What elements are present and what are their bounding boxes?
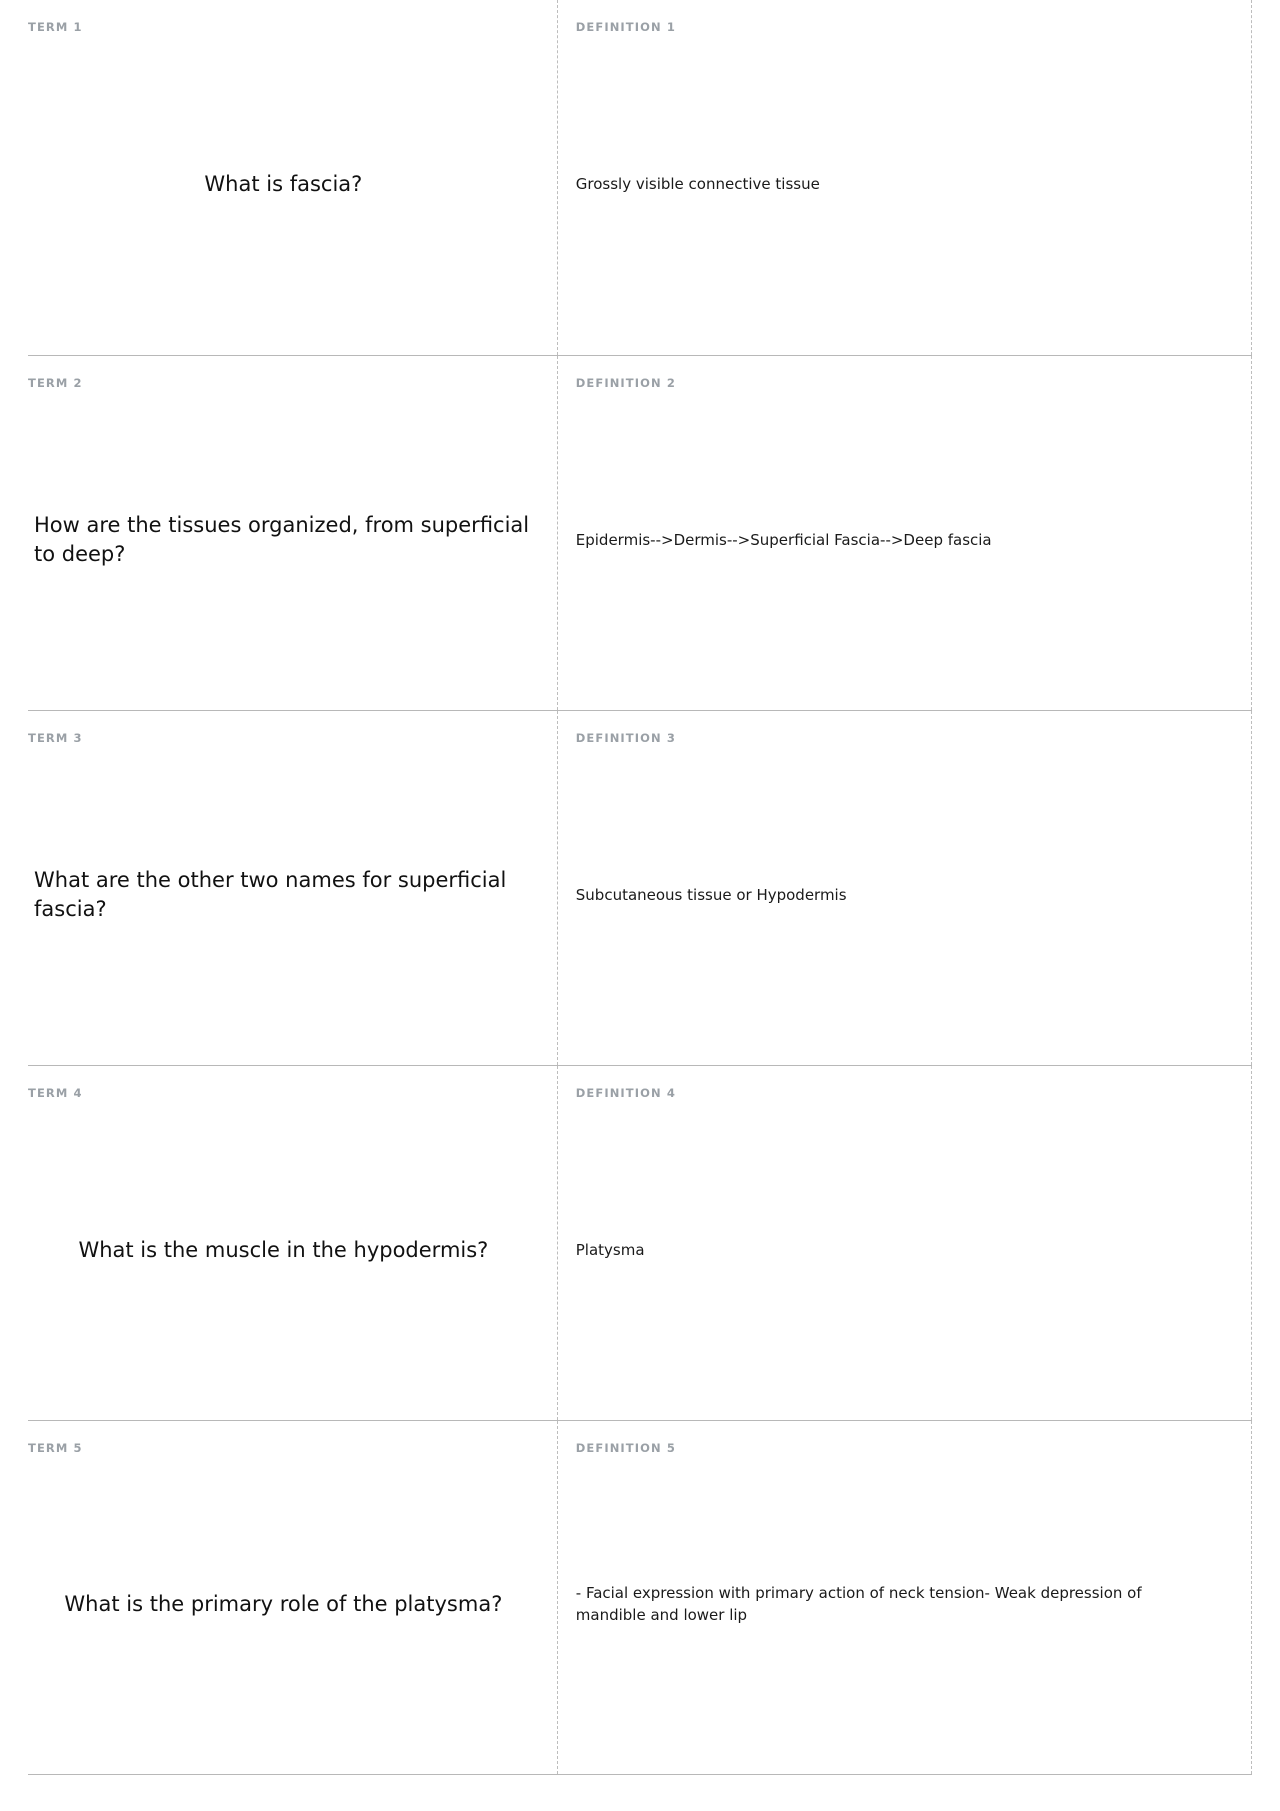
term-text: What are the other two names for superficial fascia? xyxy=(34,868,507,921)
term-slot-label: TERM 5 xyxy=(28,1441,83,1455)
term-cell xyxy=(28,356,557,710)
definition-slot-label: DEFINITION 4 xyxy=(575,1086,676,1100)
term-cell xyxy=(28,1066,557,1420)
term-body xyxy=(28,34,539,336)
term-body xyxy=(28,390,539,691)
definition-body xyxy=(576,745,1234,1046)
definition-cell xyxy=(557,0,1252,355)
term-text: What is the primary role of the platysma? xyxy=(64,1592,503,1617)
definition-slot-label: DEFINITION 2 xyxy=(575,376,676,390)
definition-text: Epidermis-->Dermis-->Superficial Fascia-->Deep fascia xyxy=(575,530,992,549)
term-cell xyxy=(28,0,557,355)
definition-cell xyxy=(557,1066,1252,1420)
definition-slot-label: DEFINITION 3 xyxy=(575,731,676,745)
definition-slot-label: DEFINITION 5 xyxy=(575,1441,676,1455)
definition-body xyxy=(576,1100,1234,1401)
definition-cell xyxy=(557,1421,1252,1774)
definition-body xyxy=(576,1455,1234,1755)
term-cell xyxy=(28,711,557,1065)
flashcard-row xyxy=(28,0,1252,355)
term-text: What is the muscle in the hypodermis? xyxy=(78,1237,489,1262)
flashcard-row xyxy=(28,1420,1252,1775)
term-body xyxy=(28,745,539,1046)
term-slot-label: TERM 2 xyxy=(28,376,83,390)
definition-text: Grossly visible connective tissue xyxy=(575,175,820,193)
term-slot-label: TERM 3 xyxy=(28,731,83,745)
definition-text: Subcutaneous tissue or Hypodermis xyxy=(575,885,847,904)
definition-text: - Facial expression with primary action of neck tension- Weak depression of mandible and lower lip xyxy=(575,1583,1142,1625)
term-cell xyxy=(28,1421,557,1774)
definition-body xyxy=(576,390,1234,691)
definition-body xyxy=(576,34,1234,336)
flashcard-row xyxy=(28,710,1252,1065)
definition-cell xyxy=(557,711,1252,1065)
term-text: How are the tissues organized, from superficial to deep? xyxy=(34,513,530,566)
term-slot-label: TERM 1 xyxy=(28,20,83,34)
term-text: What is fascia? xyxy=(204,172,363,197)
term-body xyxy=(28,1100,539,1401)
flashcard-row xyxy=(28,355,1252,710)
flashcard-row xyxy=(28,1065,1252,1420)
term-slot-label: TERM 4 xyxy=(28,1086,83,1100)
definition-text: Platysma xyxy=(575,1240,645,1259)
definition-cell xyxy=(557,356,1252,710)
definition-slot-label: DEFINITION 1 xyxy=(575,20,676,34)
term-body xyxy=(28,1455,539,1755)
